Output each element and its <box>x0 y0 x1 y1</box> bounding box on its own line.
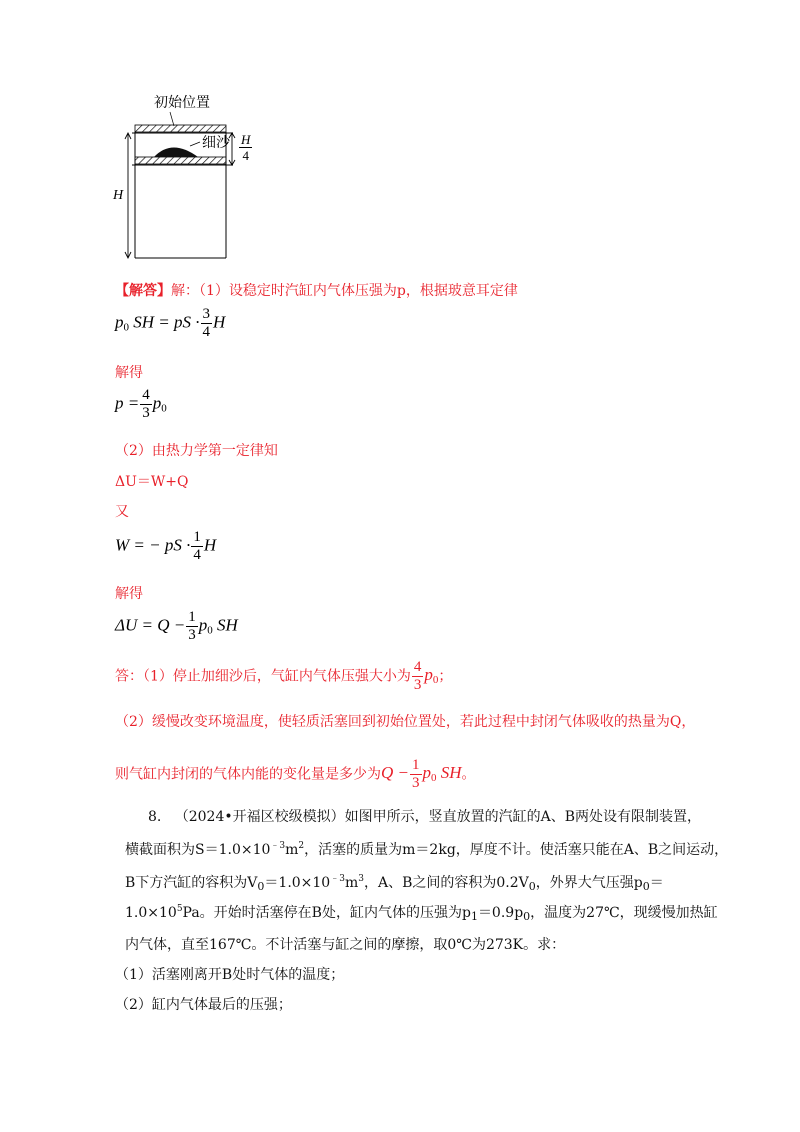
also-label: 又 <box>115 504 129 520</box>
problem-8-line-1 <box>148 806 701 826</box>
question-1: （1）活塞刚离开B处时气体的温度； <box>115 967 345 983</box>
cylinder-figure <box>108 88 268 263</box>
answer-intro: 解：（1）设稳定时汽缸内气体压强为p，根据玻意耳定律 <box>171 283 518 299</box>
cylinder-diagram <box>108 88 268 263</box>
equation-boyle: $p_0$ SH = pS · $\frac{3}{4}$ H <box>115 306 226 340</box>
final-answer-3-text: 则气缸内封闭的气体内能的变化量是多少为 <box>115 766 381 783</box>
label-initial-position: 初始位置 <box>154 95 210 111</box>
solve-label-2: 解得 <box>115 586 143 602</box>
problem-8-line-2: 横截面积为$S=1.0\times 10^{﹣3}m^2$，活塞的质量为m＝2kg，厚度不计。使活塞只能在A、B之间运动， <box>125 841 729 858</box>
equation-delta-u: ΔU = Q − $\frac{1}{3}$ $p_0$ SH <box>115 609 238 643</box>
final-answer-3-suffix: 。 <box>461 766 476 783</box>
solve-label-1: 解得 <box>115 365 143 381</box>
problem-number: 8. <box>148 809 162 825</box>
part2-label: （2）由热力学第一定律知 <box>115 443 278 459</box>
problem-8-line-3: B下方汽缸的容积为$V_0=1.0\times 10^{﹣3}m^3$，A、B之间的容积为$0.2V_0$，外界大气压强$p_0=$ <box>125 874 664 893</box>
initial-piston <box>135 125 226 132</box>
final-answer-3: 则气缸内封闭的气体内能的变化量是多少为Q − $\frac{1}{3}$ $p_0$ SH。 <box>115 757 476 791</box>
final-answer-1-suffix: ； <box>438 668 453 685</box>
answer-heading: 【解答】 <box>115 283 171 299</box>
final-answer-1: 答：（1）停止加细沙后，气缸内气体压强大小为 $\frac{4}{3}$ $p_0$； <box>115 659 453 693</box>
label-H: H <box>113 188 124 203</box>
problem-8-line-4: $1.0\times 10^5Pa$。开始时活塞停在B处，缸内气体的压强为$p_1=0.9p_0$，温度为27℃，现缓慢加热缸 <box>125 904 718 923</box>
piston <box>135 157 226 164</box>
sand-pile <box>154 148 198 158</box>
equation-pressure: p = $\frac{4}{3}$ $p_0$ <box>115 387 167 421</box>
question-2: （2）缸内气体最后的压强； <box>115 997 292 1013</box>
final-answer-1-text: 答：（1）停止加细沙后，气缸内气体压强大小为 <box>115 668 411 685</box>
first-law-equation: ΔU＝W+Q <box>115 474 189 490</box>
problem-source: （2024•开福区校级模拟）如图甲所示，竖直放置的汽缸的A、B两处设有限制装置， <box>174 809 702 825</box>
label-h-over-4: $\frac{H}{4}$ <box>241 132 251 163</box>
problem-8-line-5: 内气体，直至167℃。不计活塞与缸之间的摩擦，取0℃为273K。求： <box>125 937 566 953</box>
equation-work: W = − pS · $\frac{1}{4}$ H <box>115 529 217 563</box>
answer-intro-line <box>115 280 518 300</box>
label-sand: 细沙 <box>202 135 230 151</box>
final-answer-2: （2）缓慢改变环境温度，使轻质活塞回到初始位置处，若此过程中封闭气体吸收的热量为Q， <box>115 714 696 730</box>
